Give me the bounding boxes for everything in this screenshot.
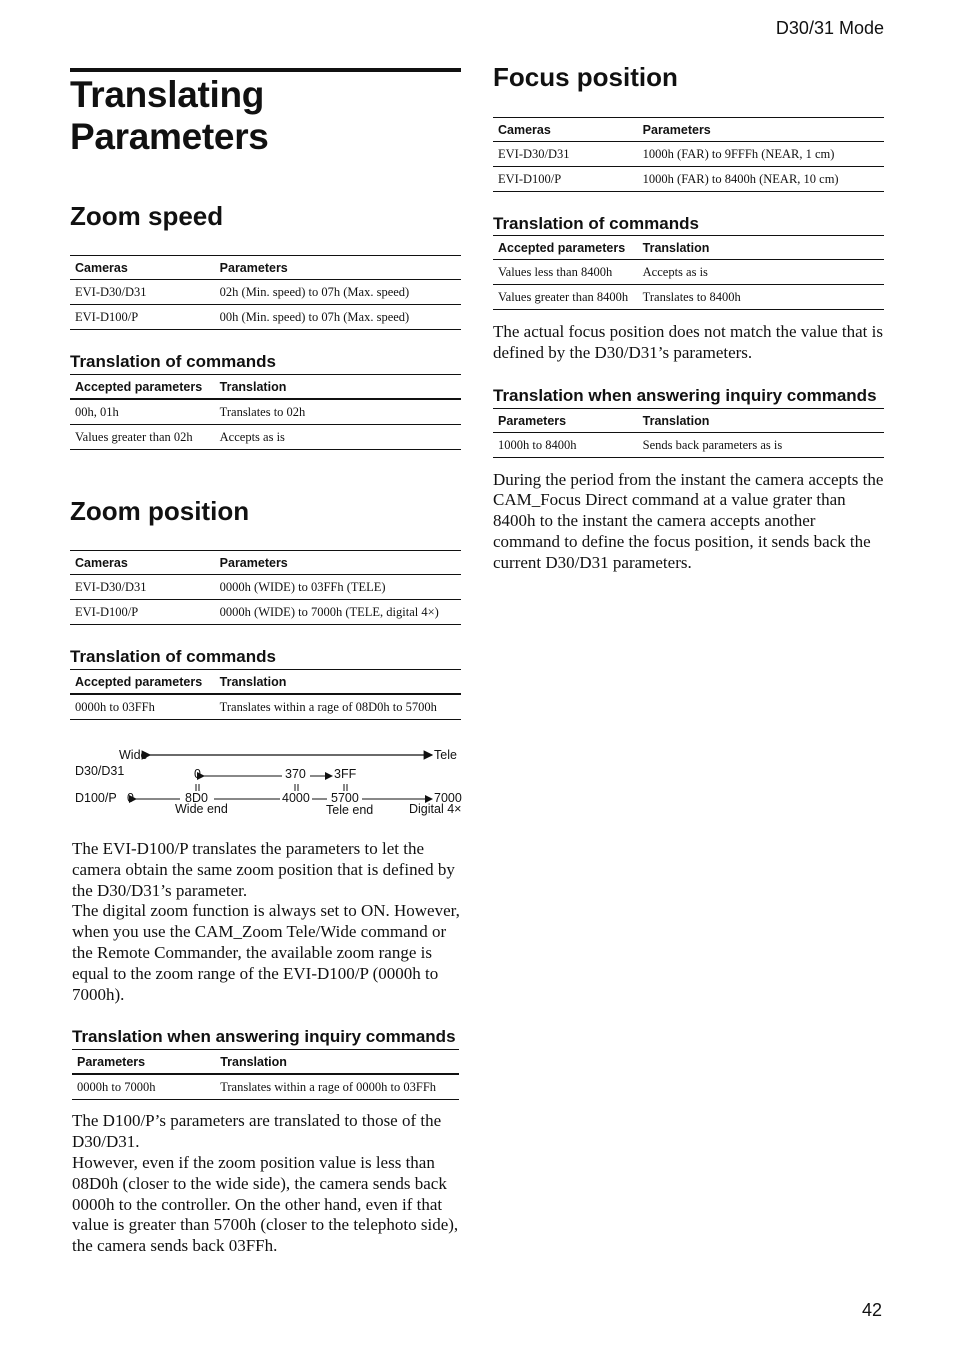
table-cell: 02h (Min. speed) to 07h (Max. speed): [215, 280, 461, 305]
diagram-wide-end: Wide end: [175, 802, 228, 816]
title-rule: [70, 68, 461, 72]
table-cell: EVI-D100/P: [70, 305, 215, 330]
diagram-d100-label: D100/P: [75, 791, 117, 805]
table-row: [493, 285, 884, 310]
zoom-speed-heading: Zoom speed: [70, 201, 224, 231]
zoom-position-heading: Zoom position: [70, 496, 250, 526]
table-row: [493, 142, 884, 167]
table-row: [493, 167, 884, 192]
table-header: Parameters: [215, 551, 461, 575]
zoom-speed-cameras-table: [70, 255, 461, 330]
table-row: [493, 260, 884, 285]
table-header: Parameters: [72, 1050, 215, 1075]
focus-position-commands-table: [493, 235, 884, 310]
diagram-d100-0: 0: [127, 791, 134, 805]
table-cell: 1000h (FAR) to 8400h (NEAR, 10 cm): [638, 167, 884, 192]
focus-position-paragraph-2: During the period from the instant the camera accepts the CAM_Focus Direct command at a value grater than 8400h to the instant the camera accepts another command to define the focus position, it sends back the current D30/D31 parameters.: [493, 469, 884, 572]
table-cell: Translates to 02h: [215, 399, 461, 425]
focus-position-inquiry-table: [493, 408, 884, 458]
zoom-speed-commands-table: [70, 374, 461, 450]
table-row: [70, 425, 461, 450]
table-header: Cameras: [70, 256, 215, 280]
diagram-tele-end: Tele end: [326, 803, 374, 817]
table-header: Cameras: [70, 551, 215, 575]
zoom-position-commands-heading: Translation of commands: [70, 647, 276, 666]
table-cell: Values greater than 02h: [70, 425, 215, 450]
zoom-position-paragraph-3: The D100/P’s parameters are translated to those of the D30/D31.: [72, 1111, 442, 1152]
table-row: [70, 694, 461, 720]
zoom-position-cameras-table: [70, 550, 461, 625]
table-header: Translation: [638, 236, 884, 260]
zoom-position-paragraph-2: The digital zoom function is always set to ON. However, when you use the CAM_Zoom Tele/Wide command or the Remote Commander, the available zoom range is equal to the zoom range of the EVI-D100/P (0000h to 7000h).: [72, 901, 460, 1004]
page-number: 42: [861, 1300, 882, 1320]
table-row: [70, 600, 461, 625]
table-cell: Values greater than 8400h: [493, 285, 638, 310]
zoom-speed-commands-heading: Translation of commands: [70, 352, 276, 371]
diagram-d100-7000: 7000: [434, 791, 462, 805]
table-cell: 00h (Min. speed) to 07h (Max. speed): [215, 305, 461, 330]
table-cell: 1000h to 8400h: [493, 432, 638, 457]
table-cell: EVI-D100/P: [493, 167, 638, 192]
table-row: [70, 305, 461, 330]
table-row: [70, 575, 461, 600]
table-header: Accepted parameters: [70, 670, 215, 695]
diagram-d30-370: 370: [285, 767, 306, 781]
table-cell: Translates to 8400h: [638, 285, 884, 310]
table-cell: Sends back parameters as is: [638, 432, 884, 457]
zoom-position-paragraph-1: The EVI-D100/P translates the parameters to let the camera obtain the same zoom position that is defined by the D30/D31’s parameter.: [72, 839, 455, 900]
page-title: Translating Parameters: [70, 74, 269, 157]
table-cell: 0000h (WIDE) to 03FFh (TELE): [215, 575, 461, 600]
table-cell: Translates within a rage of 0000h to 03FFh: [215, 1074, 459, 1100]
right-column: [493, 62, 884, 574]
table-cell: EVI-D30/D31: [70, 575, 215, 600]
table-header: Cameras: [493, 118, 638, 142]
focus-position-paragraph-1: The actual focus position does not match the value that is defined by the D30/D31’s parameters.: [493, 322, 883, 362]
table-row: [493, 432, 884, 457]
table-header: Accepted parameters: [493, 236, 638, 260]
table-cell: EVI-D30/D31: [493, 142, 638, 167]
table-row: [70, 280, 461, 305]
table-cell: 1000h (FAR) to 9FFFh (NEAR, 1 cm): [638, 142, 884, 167]
zoom-position-commands-table: [70, 669, 461, 720]
table-cell: 00h, 01h: [70, 399, 215, 425]
zoom-position-inquiry-table: [72, 1049, 459, 1100]
table-header: Translation: [215, 670, 461, 695]
header-mode-label: D30/31 Mode: [775, 18, 884, 38]
diagram-d30-label: D30/D31: [75, 764, 125, 778]
diagram-wide-label: Wide: [119, 748, 148, 762]
focus-position-commands-heading: Translation of commands: [493, 214, 699, 233]
table-cell: 0000h to 03FFh: [70, 694, 215, 720]
table-row: [70, 399, 461, 425]
table-cell: 0000h (WIDE) to 7000h (TELE, digital 4×): [215, 600, 461, 625]
table-header: Parameters: [215, 256, 461, 280]
zoom-mapping-diagram: [70, 746, 461, 826]
table-cell: EVI-D100/P: [70, 600, 215, 625]
diagram-d100-8d0: 8D0: [185, 791, 208, 805]
table-cell: Translates within a rage of 08D0h to 5700h: [215, 694, 461, 720]
left-column: [70, 68, 461, 1257]
table-row: [72, 1074, 459, 1100]
diagram-d30-3ff: 3FF: [334, 767, 357, 781]
table-header: Translation: [215, 375, 461, 400]
diagram-d30-0: 0: [194, 767, 201, 781]
table-cell: 0000h to 7000h: [72, 1074, 215, 1100]
table-cell: Accepts as is: [215, 425, 461, 450]
focus-position-heading: Focus position: [493, 62, 678, 92]
focus-position-inquiry-heading: Translation when answering inquiry commands: [493, 385, 877, 405]
table-cell: Accepts as is: [638, 260, 884, 285]
zoom-position-paragraph-4: However, even if the zoom position value is less than 08D0h (closer to the wide side), the camera sends back 0000h to the controller. On the other hand, even if that value is greater than 5700h (closer to the telephoto side), the camera sends back 03FFh.: [72, 1152, 459, 1256]
table-header: Translation: [638, 408, 884, 432]
focus-position-cameras-table: [493, 117, 884, 192]
table-cell: Values less than 8400h: [493, 260, 638, 285]
diagram-digital-4x: Digital 4×: [409, 802, 462, 816]
table-header: Translation: [215, 1050, 459, 1075]
zoom-position-inquiry-heading: Translation when answering inquiry commands: [72, 1027, 456, 1047]
table-header: Parameters: [493, 408, 638, 432]
diagram-d100-5700: 5700: [331, 791, 359, 805]
table-cell: EVI-D30/D31: [70, 280, 215, 305]
diagram-tele-label: Tele: [434, 748, 457, 762]
table-header: Accepted parameters: [70, 375, 215, 400]
diagram-d100-4000: 4000: [282, 791, 310, 805]
table-header: Parameters: [638, 118, 884, 142]
